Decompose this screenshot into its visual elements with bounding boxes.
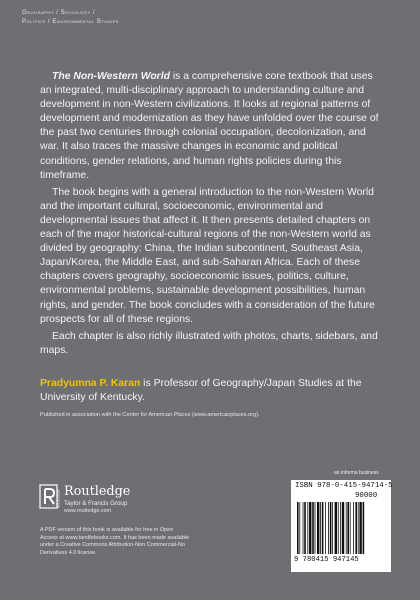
- barcode-bar: [342, 502, 344, 554]
- barcode-bars: [297, 502, 385, 554]
- barcode-bar: [299, 502, 300, 554]
- barcode-bar: [359, 502, 361, 554]
- blurb-paragraph-1: [40, 70, 385, 183]
- barcode-bar: [320, 502, 321, 554]
- barcode-bar: [322, 502, 324, 554]
- barcode-bar: [325, 502, 326, 554]
- publisher-name: Routledge: [64, 484, 131, 499]
- barcode-bar: [328, 502, 329, 554]
- barcode-bar: [353, 502, 354, 554]
- barcode-bar: [312, 502, 314, 554]
- informa-tagline: an informa business: [334, 470, 379, 476]
- author-bio-text: is Professor of Geography/Japan Studies at the University of Kentucky.: [40, 377, 362, 403]
- barcode-bar: [340, 502, 341, 554]
- routledge-r-icon: [40, 485, 60, 511]
- barcode-bar: [332, 502, 333, 554]
- publisher-group: Taylor & Francis Group: [64, 500, 128, 507]
- price-code: 90000: [355, 492, 378, 500]
- publisher-url[interactable]: www.routledge.com: [64, 508, 112, 514]
- barcode-bar: [335, 502, 337, 554]
- barcode-bar: [309, 502, 311, 554]
- author-name: Pradyumna P. Karan: [40, 377, 141, 389]
- barcode-bar: [350, 502, 351, 554]
- publication-note: Published in association with the Center for American Places (www.americanplaces.org).: [40, 412, 260, 418]
- book-title: The Non-Western World: [52, 71, 170, 82]
- barcode-digits: 9 780415 947145: [294, 556, 359, 564]
- barcode-bar: [304, 502, 306, 554]
- barcode-bar: [297, 502, 299, 554]
- barcode-bar: [307, 502, 308, 554]
- blurb-paragraph-3: Each chapter is also richly illustrated with photos, charts, sidebars, and maps.: [40, 330, 378, 356]
- barcode-bar: [317, 502, 319, 554]
- author-bio: [40, 377, 385, 405]
- barcode-bar: [315, 502, 316, 554]
- subject-line-1: Geography / Sociology /: [22, 9, 96, 16]
- isbn-barcode: [291, 480, 391, 572]
- barcode-bar: [347, 502, 349, 554]
- back-cover-blurb: [40, 70, 385, 405]
- subject-line-2: Politics / Environmental Studies: [22, 17, 119, 25]
- barcode-bar: [338, 502, 339, 554]
- subject-categories: [22, 9, 119, 26]
- barcode-bar: [355, 502, 357, 554]
- blurb-paragraph-2: The book begins with a general introduction to the non-Western World and the important cultural, socioeconomic, environmental and developmental issues that affect it. It then presents detailed chapters on each of the major historical-cultural regions of the non-Western world as divided by geography: China, the Indian subcontinent, Southeast Asia, Japan/Korea, the Middle East, and sub-Saharan Africa. Each of these chapters covers geography, socioeconomic issues, politics, culture, environmental problems, sustainable development possibilities, human rights, and gender. The book concludes with a consideration of the future prospects for all of these regions.: [40, 186, 375, 325]
- barcode-bar: [346, 502, 347, 554]
- blurb-paragraph-1-text: is a comprehensive core textbook that uses an integrated, multi-disciplinary approach to understanding culture and development in non-Western civilizations. It looks at regional patterns of development and modernization as they have unfolded over the course of the past two centuries through colonial occupation, decolonization, and war. It also traces the massive changes in economic and political conditions, gender relations, and human rights policies during this timeframe.: [40, 71, 379, 181]
- barcode-bar: [303, 502, 304, 554]
- barcode-bar: [330, 502, 332, 554]
- logo-side-text: ROUTLEDGE: [56, 489, 61, 508]
- open-access-note: A PDF version of this book is available for free in Open Access at www.tandfebooks.com. It has been made available under a Creative Commons Attribution-Non Commercial-No Derivatives 4.0 license.: [40, 527, 190, 556]
- isbn-label: ISBN 978-0-415-94714-5: [295, 482, 393, 490]
- barcode-bar: [358, 502, 359, 554]
- barcode-bar: [363, 502, 365, 554]
